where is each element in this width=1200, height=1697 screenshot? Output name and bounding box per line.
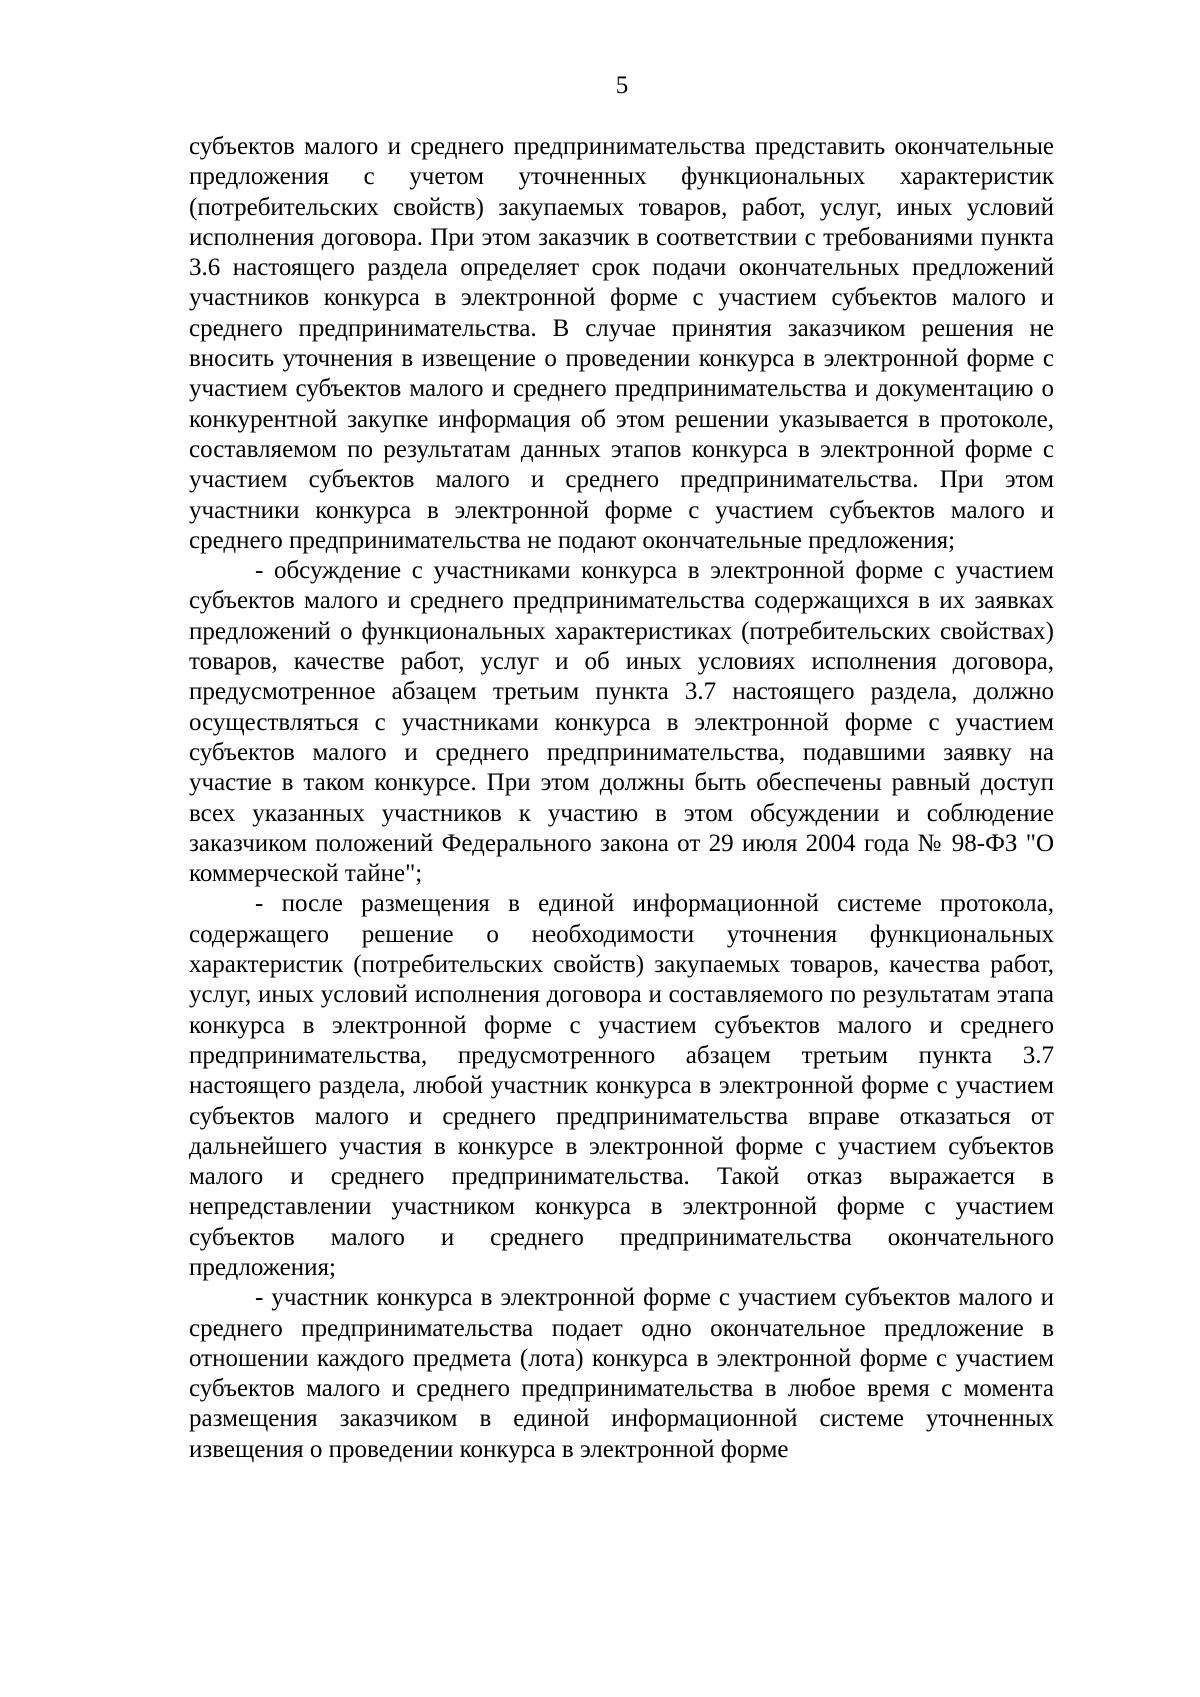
paragraph-1: субъектов малого и среднего предпринимательства представить окончательные предложения с учетом уточненных функциональных характеристик (потребительских свойств) закупаемых товаров, работ, услуг, иных условий исполнения договора. При этом заказчик в соответствии с требованиями пункта 3.6 настоящего раздела определяет срок подачи окончательных предложений участников конкурса в электронной форме с участием субъектов малого и среднего предпринимательства. В случае принятия заказчиком решения не вносить уточнения в извещение о проведении конкурса в электронной форме с участием субъектов малого и среднего предпринимательства и документацию о конкурентной закупке информация об этом решении указывается в протоколе, составляемом по результатам данных этапов конкурса в электронной форме с участием субъектов малого и среднего предпринимательства. При этом участники конкурса в электронной форме с участием субъектов малого и среднего предпринимательства не подают окончательные предложения; xyxy=(189,133,1054,554)
paragraph-4: - участник конкурса в электронной форме с участием субъектов малого и среднего предпринимательства подает одно окончательное предложение в отношении каждого предмета (лота) конкурса в электронной форме с участием субъектов малого и среднего предпринимательства в любое время с момента размещения заказчиком в единой информационной системе уточненных извещения о проведении конкурса в электронной форме xyxy=(189,1284,1054,1463)
paragraph-3: - после размещения в единой информационной системе протокола, содержащего решение о необходимости уточнения функциональных характеристик (потребительских свойств) закупаемых товаров, качества работ, услуг, иных условий исполнения договора и составляемого по результатам этапа конкурса в электронной форме с участием субъектов малого и среднего предпринимательства, предусмотренного абзацем третьим пункта 3.7 настоящего раздела, любой участник конкурса в электронной форме с участием субъектов малого и среднего предпринимательства вправе отказаться от дальнейшего участия в конкурсе в электронной форме с участием субъектов малого и среднего предпринимательства. Такой отказ выражается в непредставлении участником конкурса в электронной форме с участием субъектов малого и среднего предпринимательства окончательного предложения; xyxy=(189,890,1054,1281)
page-number: 5 xyxy=(615,72,629,99)
paragraph-2: - обсуждение с участниками конкурса в электронной форме с участием субъектов малого и среднего предпринимательства содержащихся в их заявках предложений о функциональных характеристиках (потребительских свойствах) товаров, качестве работ, услуг и об иных условиях исполнения договора, предусмотренное абзацем третьим пункта 3.7 настоящего раздела, должно осуществляться с участниками конкурса в электронной форме с участием субъектов малого и среднего предпринимательства, подавшими заявку на участие в таком конкурсе. При этом должны быть обеспечены равный доступ всех указанных участников к участию в этом обсуждении и соблюдение заказчиком положений Федерального закона от 29 июля 2004 года № 98-ФЗ "О коммерческой тайне"; xyxy=(189,557,1054,888)
document-body xyxy=(189,132,1054,1465)
